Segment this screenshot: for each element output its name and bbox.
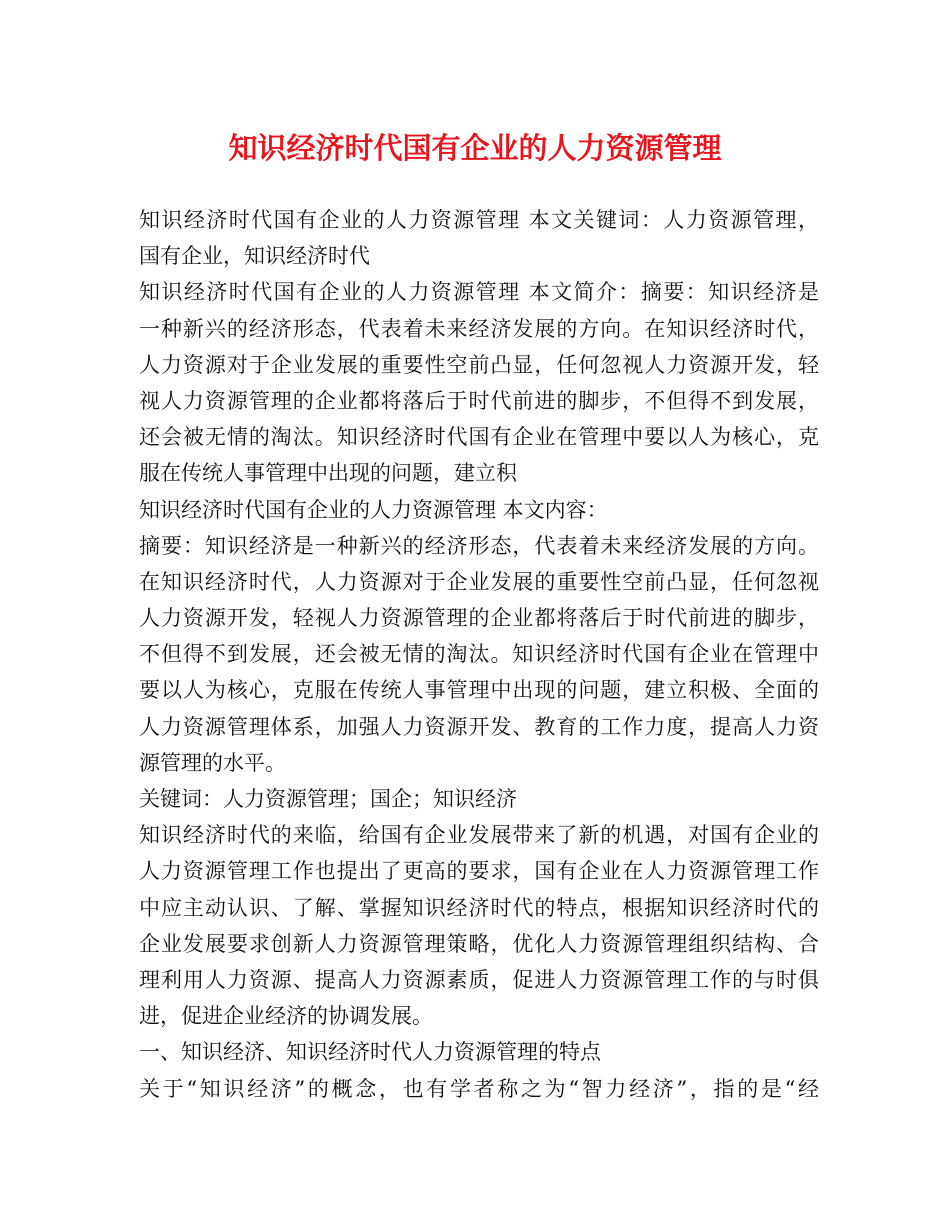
text-line: 知识经济时代的来临，给国有企业发展带来了新的机遇，对国有企业的 <box>139 823 819 848</box>
text-line: 国有企业，知识经济时代 <box>139 244 370 269</box>
text-line: 摘要：知识经济是一种新兴的经济形态，代表着未来经济发展的方向。 <box>139 533 819 558</box>
text-line: 关键词：人力资源管理；国企；知识经济 <box>139 787 517 811</box>
text-line: 企业发展要求创新人力资源管理策略，优化人力资源管理组织结构、合 <box>139 931 819 956</box>
text-line: 不但得不到发展，还会被无情的淘汰。知识经济时代国有企业在管理中 <box>139 642 819 667</box>
text-line: 人力资源管理工作也提出了更高的要求，国有企业在人力资源管理工作 <box>139 859 819 884</box>
text-line: 视人力资源管理的企业都将落后于时代前进的脚步，不但得不到发展， <box>139 388 819 413</box>
text-line: 人力资源对于企业发展的重要性空前凸显，任何忽视人力资源开发，轻 <box>139 352 819 377</box>
text-line: 中应主动认识、了解、掌握知识经济时代的特点，根据知识经济时代的 <box>139 895 819 920</box>
text-line: 一种新兴的经济形态，代表着未来经济发展的方向。在知识经济时代， <box>139 316 819 341</box>
text-line: 在知识经济时代，人力资源对于企业发展的重要性空前凸显，任何忽视 <box>139 569 819 594</box>
text-line: 人力资源开发，轻视人力资源管理的企业都将落后于时代前进的脚步， <box>139 606 819 631</box>
text-line: 知识经济时代国有企业的人力资源管理 本文内容： <box>139 497 608 522</box>
text-line: 理利用人力资源、提高人力资源素质，促进人力资源管理工作的与时俱 <box>139 967 819 992</box>
text-line: 服在传统人事管理中出现的问题，建立积 <box>139 461 517 486</box>
text-line: 知识经济时代国有企业的人力资源管理 本文关键词：人力资源管理， <box>139 208 819 232</box>
text-line: 源管理的水平。 <box>139 750 286 775</box>
document-title: 知识经济时代国有企业的人力资源管理 <box>228 131 722 165</box>
text-line: 人力资源管理体系，加强人力资源开发、教育的工作力度，提高人力资 <box>139 714 819 739</box>
text-line: 一、知识经济、知识经济时代人力资源管理的特点 <box>139 1040 601 1065</box>
text-line: 知识经济时代国有企业的人力资源管理 本文简介：摘要：知识经济是 <box>139 280 819 305</box>
document-body <box>139 202 819 1107</box>
text-line: 进，促进企业经济的协调发展。 <box>139 1004 433 1029</box>
text-line: 要以人为核心，克服在传统人事管理中出现的问题，建立积极、全面的 <box>139 678 819 703</box>
text-line: 关于“知识经济”的概念，也有学者称之为“智力经济”，指的是“经 <box>139 1076 819 1101</box>
text-line: 还会被无情的淘汰。知识经济时代国有企业在管理中要以人为核心，克 <box>139 425 819 450</box>
